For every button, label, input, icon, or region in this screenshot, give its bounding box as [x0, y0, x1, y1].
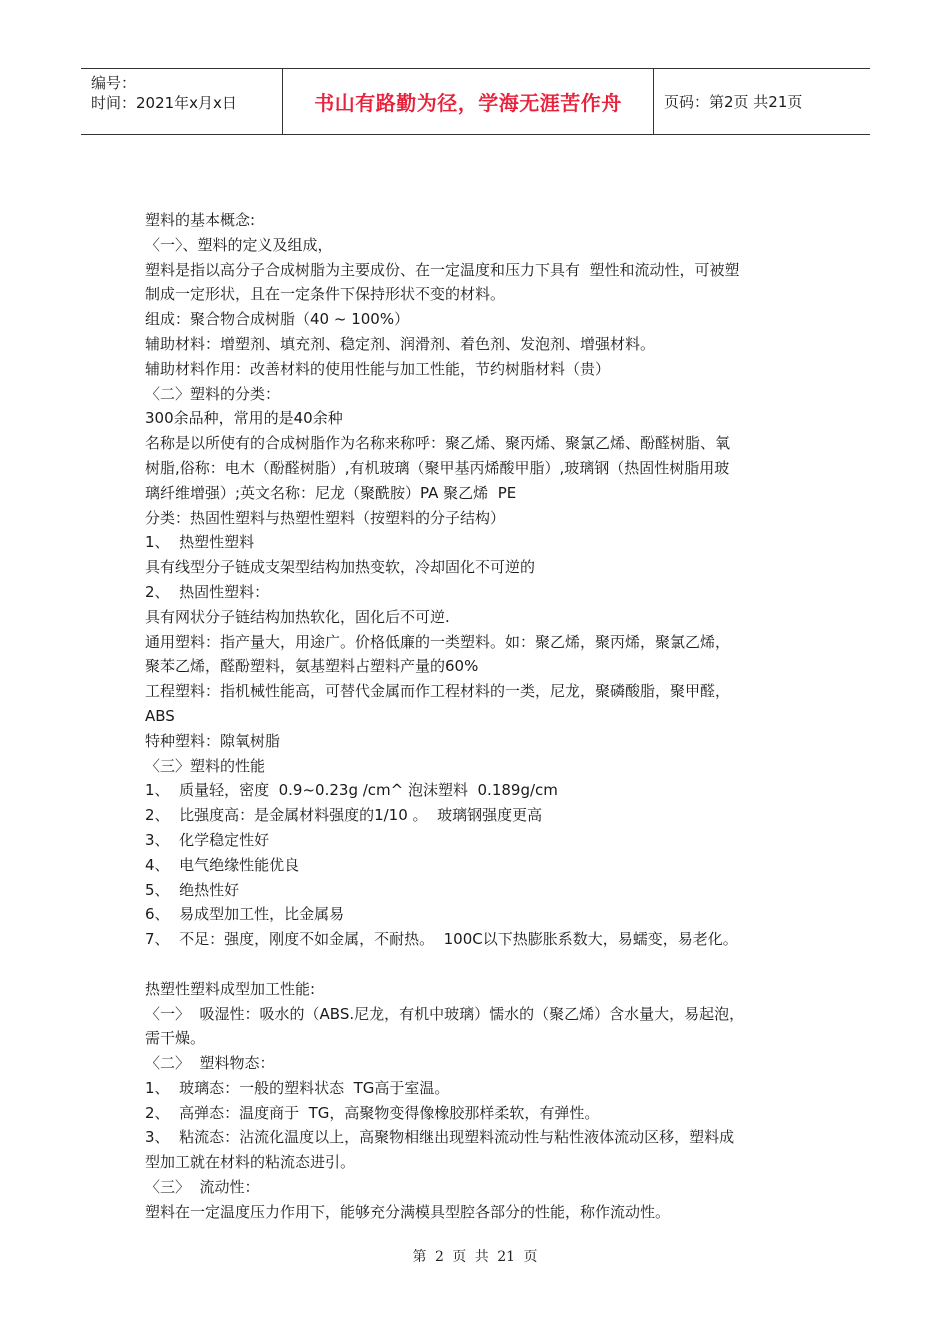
text-line: 塑料的基本概念: [145, 211, 256, 229]
text-line: 1、 质量轻，密度 0.9~0.23g /cm^ 泡沫塑料 0.189g/cm [145, 781, 558, 800]
header-page-info-cell [654, 69, 870, 134]
text-line: 特种塑料：隙氧树脂 [145, 731, 281, 750]
doc-date: 时间：2021年x月x日 [91, 94, 237, 112]
text-line: 分类：热固性塑料与热塑性塑料（按塑料的分子结构） [145, 508, 506, 527]
header-meta [81, 69, 283, 134]
text-line: 热塑性塑料成型加工性能: [145, 979, 316, 998]
text-line: 具有网状分子链结构加热软化，固化后不可逆. [145, 607, 450, 626]
text-line: 7、 不足：强度，刚度不如金属，不耐热。 100C以下热膨胀系数大，易蠕变，易老化。 [145, 930, 738, 949]
text-line: 〈三〉塑料的性能 [145, 756, 266, 775]
doc-code-label: 编号： [91, 74, 137, 92]
text-line: 聚苯乙烯，醛酚塑料，氨基塑料占塑料产量的60% [145, 657, 479, 676]
text-line: 通用塑料：指产量大，用途广。价格低廉的一类塑料。如：聚乙烯，聚丙烯，聚氯乙烯， [145, 632, 731, 651]
text-line: 〈一〉 吸湿性：吸水的（ABS.尼龙，有机中玻璃）懦水的（聚乙烯）含水量大，易起泡， [145, 1004, 745, 1023]
text-line: 〈二〉塑料的分类： [145, 384, 281, 403]
text-line: 〈三〉 流动性： [145, 1178, 260, 1197]
document-body [145, 208, 825, 1225]
text-line: 树脂,俗称：电木（酚醛树脂）,有机玻璃（聚甲基丙烯酸甲脂）,玻璃钢（热固性树脂用玻 [145, 458, 730, 477]
text-line: 塑料是指以高分子合成树脂为主要成份、在一定温度和压力下具有 塑性和流动性，可被塑 [145, 260, 740, 279]
page-footer: 第 2 页 共 21 页 [412, 1249, 538, 1265]
header-page-info: 页码：第2页 共21页 [664, 93, 803, 111]
text-line: 2、 高弹态：温度商于 TG，高聚物变得像橡胶那样柔软，有弹性。 [145, 1103, 600, 1122]
text-line: 具有线型分子链成支架型结构加热变软，冷却固化不可逆的 [145, 558, 536, 577]
text-line: 制成一定形状，且在一定条件下保持形状不变的材料。 [145, 285, 506, 304]
text-line: 3、 化学稳定性好 [145, 830, 270, 849]
text-line: 辅助材料：增塑剂、填充剂、稳定剂、润滑剂、着色剂、发泡剂、增强材料。 [145, 334, 656, 353]
text-line: 组成：聚合物合成树脂（40 ~ 100%） [145, 310, 410, 329]
text-line: 2、 比强度高：是金属材料强度的1/10 。 玻璃钢强度更高 [145, 806, 543, 825]
text-line: 辅助材料作用：改善材料的使用性能与加工性能，节约树脂材料（贵） [145, 359, 611, 378]
header-motto-cell [283, 69, 654, 134]
text-line: 需干燥。 [145, 1029, 206, 1048]
text-line: 4、 电气绝缘性能优良 [145, 855, 300, 874]
text-line: 工程塑料：指机械性能高，可替代金属而作工程材料的一类，尼龙，聚磷酸脂，聚甲醛， [145, 682, 731, 701]
text-line: 型加工就在材料的粘流态进引。 [145, 1153, 356, 1172]
header-motto: 书山有路勤为径，学海无涯苦作舟 [314, 91, 622, 115]
text-line: 3、 粘流态：沾流化温度以上，高聚物相继出现塑料流动性与粘性液体流动区移，塑料成 [145, 1128, 735, 1147]
text-line: 5、 绝热性好 [145, 880, 240, 899]
text-line: 〈二〉 塑料物态： [145, 1054, 275, 1073]
text-line: 〈一〉、塑料的定义及组成， [145, 235, 333, 254]
text-line: 2、 热固性塑料： [145, 582, 270, 601]
page-header [81, 68, 870, 135]
text-line: 1、 热塑性塑料 [145, 533, 255, 552]
text-line [145, 952, 825, 977]
text-line: 璃纤维增强）;英文名称：尼龙（聚酰胺）PA 聚乙烯 PE [145, 483, 517, 502]
text-line: 塑料在一定温度压力作用下，能够充分满模具型腔各部分的性能，称作流动性。 [145, 1202, 671, 1221]
text-line: 300余品种，常用的是40余种 [145, 409, 343, 428]
text-line: 1、 玻璃态：一般的塑料状态 TG高于室温。 [145, 1078, 450, 1097]
text-line: ABS [145, 706, 175, 725]
text-line: 名称是以所使有的合成树脂作为名称来称呼：聚乙烯、聚丙烯、聚氯乙烯、酚醛树脂、氧 [145, 434, 731, 453]
text-line: 6、 易成型加工性，比金属易 [145, 905, 345, 924]
